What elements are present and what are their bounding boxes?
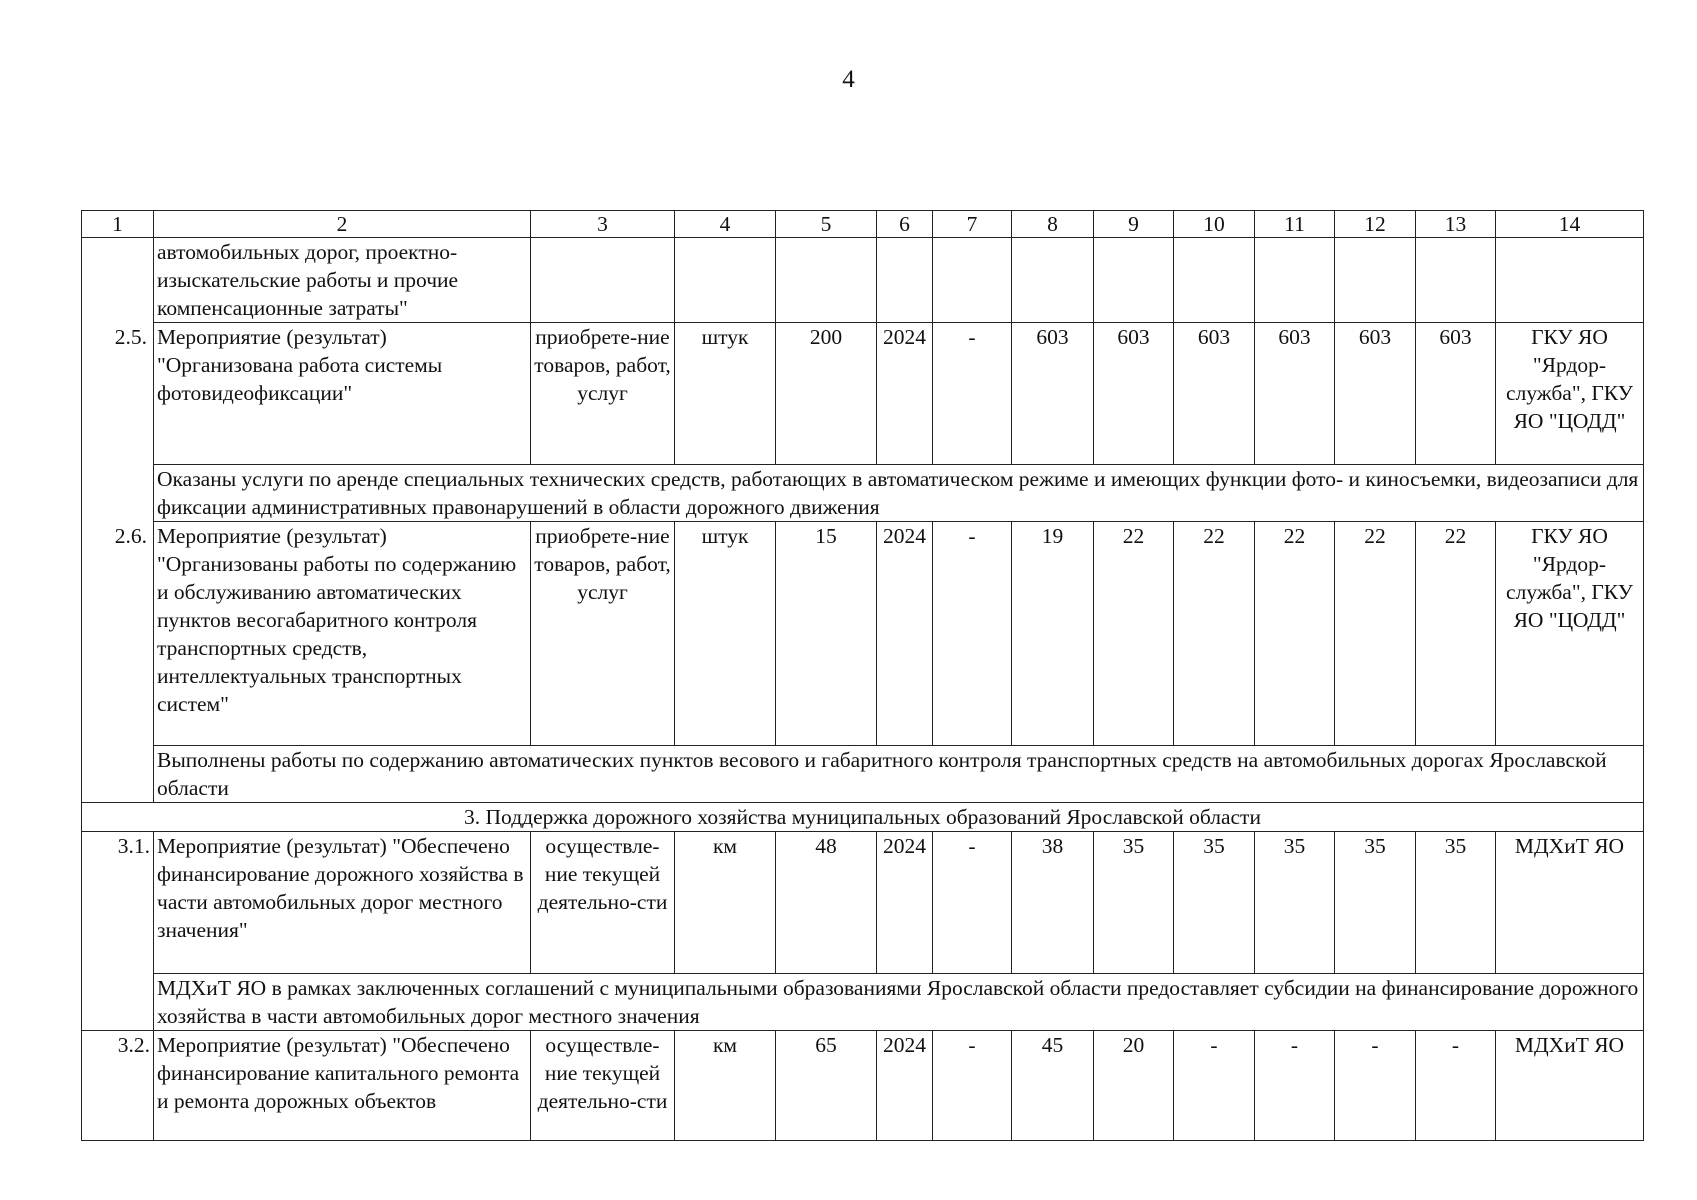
table-row [82,238,1644,323]
value-cell: 603 [1012,323,1094,465]
value-cell: 22 [1094,522,1174,746]
value-cell: 603 [1174,323,1255,465]
value-cell: - [1335,1031,1416,1141]
result-description: МДХиТ ЯО в рамках заключенных соглашений с муниципальными образованиями Ярославской области предоставляет субсидии на финансирование дорожного хозяйства в части автомобильных дорог местного значения [154,974,1644,1031]
col-header: 5 [776,211,877,238]
col-header: 3 [531,211,675,238]
event-type: приобрете-ние товаров, работ, услуг [531,522,675,746]
col-header: 9 [1094,211,1174,238]
section-header-row [82,803,1644,832]
value-cell: - [1174,1031,1255,1141]
col-header: 4 [675,211,776,238]
row-number: 2.5. [114,324,147,349]
col-header: 2 [154,211,531,238]
value-cell: 35 [1255,832,1335,974]
col-header: 13 [1416,211,1496,238]
event-name: Мероприятие (результат) "Организованы работы по содержанию и обслуживанию автоматических пунктов весогабаритного контроля транспортных средств, интеллектуальных транспортных систем" [154,522,531,746]
value-cell: - [933,1031,1012,1141]
value-cell: - [933,323,1012,465]
col-header: 10 [1174,211,1255,238]
value-cell: - [933,522,1012,746]
event-name: Мероприятие (результат) "Организована работа системы фотовидеофиксации" [154,323,531,465]
value-cell: 35 [1094,832,1174,974]
value-cell: - [933,832,1012,974]
base-value: 48 [776,832,877,974]
value-cell: 22 [1335,522,1416,746]
table-row [82,323,1644,465]
row-number: 3.2. [82,1031,154,1141]
value-cell: 38 [1012,832,1094,974]
value-cell: 22 [1416,522,1496,746]
event-type: осуществле-ние текущей деятельно-сти [531,1031,675,1141]
col-header: 11 [1255,211,1335,238]
value-cell: - [1255,1031,1335,1141]
value-cell: 19 [1012,522,1094,746]
value-cell: - [1416,1031,1496,1141]
responsible: МДХиТ ЯО [1496,1031,1644,1141]
row-number: 3.1. [82,832,154,1031]
value-cell: 603 [1416,323,1496,465]
unit: штук [675,323,776,465]
responsible: МДХиТ ЯО [1496,832,1644,974]
base-year: 2024 [877,1031,933,1141]
base-value: 200 [776,323,877,465]
col-header: 12 [1335,211,1416,238]
table-row [82,832,1644,974]
responsible: ГКУ ЯО "Ярдор-служба", ГКУ ЯО "ЦОДД" [1496,323,1644,465]
value-cell: 22 [1255,522,1335,746]
col-header: 7 [933,211,1012,238]
table-row [82,465,1644,522]
column-number-row [82,211,1644,238]
unit: км [675,1031,776,1141]
value-cell: 20 [1094,1031,1174,1141]
event-type: осуществле-ние текущей деятельно-сти [531,832,675,974]
base-value: 15 [776,522,877,746]
table-row [82,746,1644,803]
event-type: приобрете-ние товаров, работ, услуг [531,323,675,465]
result-description: Оказаны услуги по аренде специальных технических средств, работающих в автоматическом режиме и имеющих функции фото- и киносъемки, видеозаписи для фиксации административных правонарушений в области дорожного движения [154,465,1644,522]
responsible: ГКУ ЯО "Ярдор-служба", ГКУ ЯО "ЦОДД" [1496,522,1644,746]
value-cell: 35 [1174,832,1255,974]
base-year: 2024 [877,832,933,974]
table-row [82,522,1644,746]
value-cell: 603 [1335,323,1416,465]
unit: штук [675,522,776,746]
event-name: Мероприятие (результат) "Обеспечено финансирование дорожного хозяйства в части автомобильных дорог местного значения" [154,832,531,974]
base-value: 65 [776,1031,877,1141]
table-row [82,1031,1644,1141]
indicators-table [81,210,1644,1141]
value-cell: 22 [1174,522,1255,746]
value-cell: 603 [1255,323,1335,465]
col-header: 8 [1012,211,1094,238]
result-description: Выполнены работы по содержанию автоматических пунктов весового и габаритного контроля транспортных средств на автомобильных дорогах Ярославской области [154,746,1644,803]
table-row [82,974,1644,1031]
value-cell: 35 [1416,832,1496,974]
section-title: 3. Поддержка дорожного хозяйства муниципальных образований Ярославской области [82,803,1644,832]
value-cell: 45 [1012,1031,1094,1141]
unit: км [675,832,776,974]
col-header: 6 [877,211,933,238]
base-year: 2024 [877,522,933,746]
value-cell: 35 [1335,832,1416,974]
value-cell: 603 [1094,323,1174,465]
col-header: 1 [82,211,154,238]
row-number: 2.6. [114,523,147,548]
event-name: Мероприятие (результат) "Обеспечено финансирование капитального ремонта и ремонта дорожных объектов [154,1031,531,1141]
event-name: автомобильных дорог, проектно-изыскательские работы и прочие компенсационные затраты" [154,238,531,323]
col-header: 14 [1496,211,1644,238]
page-number: 4 [842,66,855,93]
base-year: 2024 [877,323,933,465]
